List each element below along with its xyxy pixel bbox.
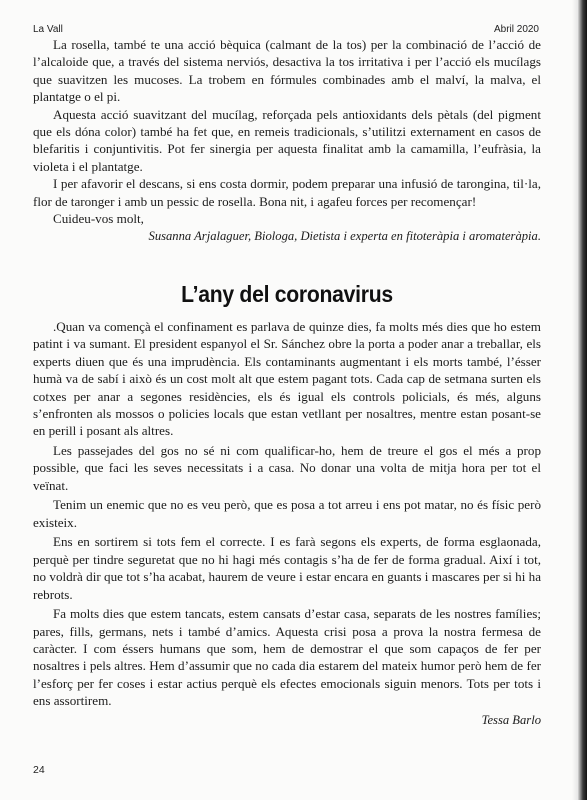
paragraph: Aquesta acció suavitzant del mucílag, reforçada pels antioxidants dels pètals (del pigment que els dóna color) també ha fet que, en remeis tradicionals, s’utilitzi externament en casos de blefaritis i conjuntivitis. Pot fer sinergia per aquesta finalitat amb la camamilla, l’eufràsia, la violeta i el plantatge. [33, 106, 541, 174]
article-body [33, 318, 541, 731]
publication-name: La Vall [33, 24, 63, 35]
page-binding-edge [578, 0, 587, 800]
issue-date: Abril 2020 [493, 24, 539, 35]
previous-article-ending [33, 36, 541, 246]
article-title: L’any del coronavirus [181, 281, 393, 307]
paragraph: Ens en sortirem si tots fem el correcte. I es farà segons els experts, de forma esglaonada, perquè per tindre seguretat que no hi hagi més contagis s’ha de fer de forma gradual. Així i tot, no voldrà dir que tot s’ha acabat, haurem de veure i estar encara en guants i mascares per si hi ha rebrots. [33, 534, 541, 602]
article-author: Tessa Barlo [481, 712, 541, 727]
paragraph: Tenim un enemic que no es veu però, que es posa a tot arreu i ens pot matar, no és físic però existeix. [33, 497, 541, 530]
page-number: 24 [33, 764, 45, 776]
paragraph: La rosella, també te una acció bèquica (calmant de la tos) per la combinació de l’acció de l’alcaloide que, a través del sistema nerviós, desactiva la tos irritativa i per l’acció els mucílags que suavitzen les mucoses. La trobem en fórmules combinades amb el malví, la malva, el plantatge o el pi. [33, 37, 541, 105]
paragraph: .Quan va començà el confinament es parlava de quinze dies, fa molts més dies que ho estem patint i va sumant. El president espanyol el Sr. Sánchez obre la porta a poder anar a treballar, els experts diuen que és una imprudència. Els contaminants augmentant i els morts també, l’ésser humà va de sabí i això és un cost molt alt que estem pagant tots. Cada cap de setmana surten els cotxes per anar a segones residències, els és igual els controls policials, és més, alguns s’enfronten als mossos o policies locals que estan vetllant per nosaltres, mentre estan posant-se en perill i posant als altres. [33, 319, 541, 439]
paragraph: Fa molts dies que estem tancats, estem cansats d’estar casa, separats de les nostres famílies; pares, fills, germans, nets i també d’amics. Aquesta crisi posa a prova la nostra fermesa de caràcter. I com éssers humans que som, hem de demostrar el que som capaços de fer per nosaltres i pels altres. Hem d’assumir que no cada dia estarem del mateix humor però hem de fer l’esforç per fer coses i estar actius perquè els efectes emocionals siguin menors. Tots per tots i ens assortirem. [33, 606, 541, 709]
author-signature: Susanna Arjalaguer, Biologa, Dietista i experta en fitoteràpia i aromateràpia. [148, 229, 541, 244]
paragraph: I per afavorir el descans, si ens costa dormir, podem preparar una infusió de tarongina, til·la, flor de taronger i amb un pessic de rosella. Bona nit, i agafeu forces per recomençar! [33, 176, 541, 209]
paragraph: Les passejades del gos no sé ni com qualificar-ho, hem de treure el gos el més a prop possible, que faci les seves necessitats i a casa. No donar una volta de mitja hora per tot el veïnat. [33, 443, 541, 493]
closing-line: Cuideu-vos molt, [53, 211, 144, 227]
